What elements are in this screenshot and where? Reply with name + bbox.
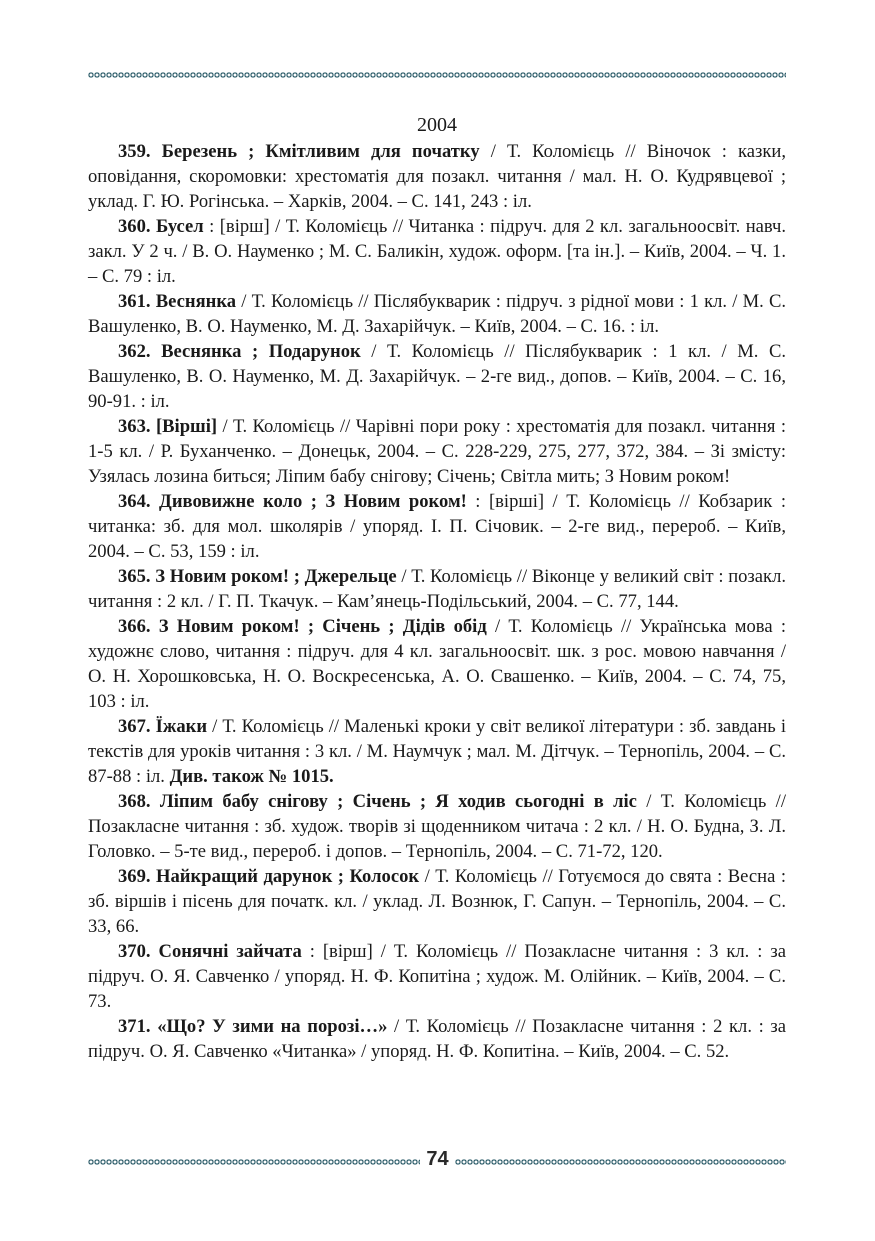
entry-title: Березень ; Кмітливим для початку	[161, 141, 480, 162]
entry-number: 362.	[118, 341, 151, 362]
entry-details: / Т. Коломієць // Чарівні пори року : хрестоматія для позакл. читання : 1-5 кл. / Р. Буханченко. – Донецьк, 2004. – С. 228-229, 275, 277, 372, 384. – Зі змісту: Узялась лозина биться; Ліпим бабу снігову; Січень; Світла мить; З Новим роком!	[88, 416, 786, 487]
section-year-heading: 2004	[417, 114, 457, 136]
entry-number: 366.	[118, 616, 151, 637]
entry-number: 359.	[118, 141, 151, 162]
entry-number: 371.	[118, 1016, 151, 1037]
entry-title: Веснянка	[155, 291, 237, 312]
entry-details: : [вірш] / Т. Коломієць // Читанка : підруч. для 2 кл. загальноосвіт. навч. закл. У 2 ч. / В. О. Науменко ; М. С. Баликін, худож. оформ. [та ін.]. – Київ, 2004. – Ч. 1. – С. 79 : іл.	[88, 216, 786, 287]
entry-details: / Т. Коломієць // Післябукварик : підруч. з рідної мови : 1 кл. / М. С. Вашуленко, В. О. Науменко, М. Д. Захарійчук. – Київ, 2004. – С. 16. : іл.	[88, 291, 786, 337]
page-number: 74	[426, 1148, 449, 1170]
bibliography-entry	[88, 1014, 786, 1064]
bibliography-entry	[88, 939, 786, 1014]
entry-title: Веснянка ; Подарунок	[161, 341, 361, 362]
entry-title: Їжаки	[155, 716, 208, 737]
entry-details: / Т. Коломієць // Віночок : казки, оповідання, скоромовки: хрестоматія для позакл. читання / мал. Н. О. Кудрявцевої ; уклад. Г. Ю. Рогінська. – Харків, 2004. – С. 141, 243 : іл.	[88, 141, 787, 212]
bibliography-entry	[88, 714, 786, 789]
entry-title: Дивовижне коло ; З Новим роком!	[159, 491, 467, 512]
bibliography-entry	[88, 489, 786, 564]
entry-details: / Т. Коломієць // Маленькі кроки у світ великої літератури : зб. завдань і текстів для уроків читання : 3 кл. / М. Наумчук ; мал. М. Дітчук. – Тернопіль, 2004. – С. 87-88 : іл.	[88, 716, 786, 787]
entry-number: 360.	[118, 216, 151, 237]
entry-cross-reference: Див. також № 1015.	[169, 766, 334, 787]
entry-number: 365.	[118, 566, 151, 587]
entry-details: / Т. Коломієць // Позакласне читання : 2 кл. : за підруч. О. Я. Савченко «Читанка» / упоряд. Н. Ф. Копитіна. – Київ, 2004. – С. 52.	[88, 1016, 786, 1062]
entry-details: : [вірш] / Т. Коломієць // Позакласне читання : 3 кл. : за підруч. О. Я. Савченко / упоряд. Н. Ф. Копитіна ; худож. М. Олійник. – Київ, 2004. – С. 73.	[88, 941, 786, 1012]
bottom-ornamental-rule-right	[455, 1157, 786, 1166]
bibliography-entry	[88, 414, 786, 489]
bibliography-entry	[88, 214, 786, 289]
bibliography-entry	[88, 789, 786, 864]
entry-number: 367.	[118, 716, 151, 737]
entry-title: [Вірші]	[155, 416, 218, 437]
bibliography-entry	[88, 614, 786, 714]
entry-details: / Т. Коломієць // Готуємося до свята : Весна : зб. віршів і пісень для початк. кл. / уклад. Л. Вознюк, Г. Сапун. – Тернопіль, 2004. – С. 33, 66.	[88, 866, 786, 937]
entry-details: / Т. Коломієць // Позакласне читання : зб. худож. творів зі щоденником читача : 2 кл. / Н. О. Будна, З. Л. Головко. – 5-те вид., перероб. і допов. – Тернопіль, 2004. – С. 71-72, 120.	[88, 791, 786, 862]
entry-details: : [вірші] / Т. Коломієць // Кобзарик : читанка: зб. для мол. школярів / упоряд. І. П. Січовик. – 2-ге вид., перероб. – Київ, 2004. – С. 53, 159 : іл.	[88, 491, 786, 562]
bibliography-entry	[88, 564, 786, 614]
bibliography-list	[88, 139, 786, 1064]
entry-number: 364.	[118, 491, 151, 512]
entry-title: З Новим роком! ; Січень ; Дідів обід	[158, 616, 487, 637]
entry-details: / Т. Коломієць // Українська мова : художнє слово, читання : підруч. для 4 кл. загальноосвіт. шк. з рос. мовою навчання / О. Н. Хорошковська, Н. О. Воскресенська, А. О. Свашенко. – Київ, 2004. – С. 74, 75, 103 : іл.	[88, 616, 786, 712]
entry-title: Найкращий дарунок ; Колосок	[156, 866, 420, 887]
entry-details: / Т. Коломієць // Післябукварик : 1 кл. / М. С. Вашуленко, В. О. Науменко, М. Д. Захарійчук. – 2-ге вид., допов. – Київ, 2004. – С. 16, 90-91. : іл.	[88, 341, 786, 412]
bibliography-entry	[88, 864, 786, 939]
entry-title: З Новим роком! ; Джерельце	[155, 566, 397, 587]
entry-number: 361.	[118, 291, 151, 312]
entry-title: «Що? У зими на порозі…»	[157, 1016, 388, 1037]
entry-details: / Т. Коломієць // Віконце у великий світ : позакл. читання : 2 кл. / Г. П. Ткачук. – Кам’янець-Подільський, 2004. – С. 77, 144.	[88, 566, 786, 612]
entry-number: 370.	[118, 941, 151, 962]
entry-title: Ліпим бабу снігову ; Січень ; Я ходив сьогодні в ліс	[159, 791, 637, 812]
entry-title: Бусел	[155, 216, 204, 237]
entry-title: Сонячні зайчата	[158, 941, 302, 962]
bibliography-entry	[88, 139, 786, 214]
bibliography-entry	[88, 339, 786, 414]
bottom-ornamental-rule-left	[88, 1157, 420, 1166]
bibliography-entry	[88, 289, 786, 339]
entry-number: 363.	[118, 416, 151, 437]
entry-number: 368.	[118, 791, 151, 812]
entry-number: 369.	[118, 866, 151, 887]
top-ornamental-rule	[88, 70, 786, 79]
